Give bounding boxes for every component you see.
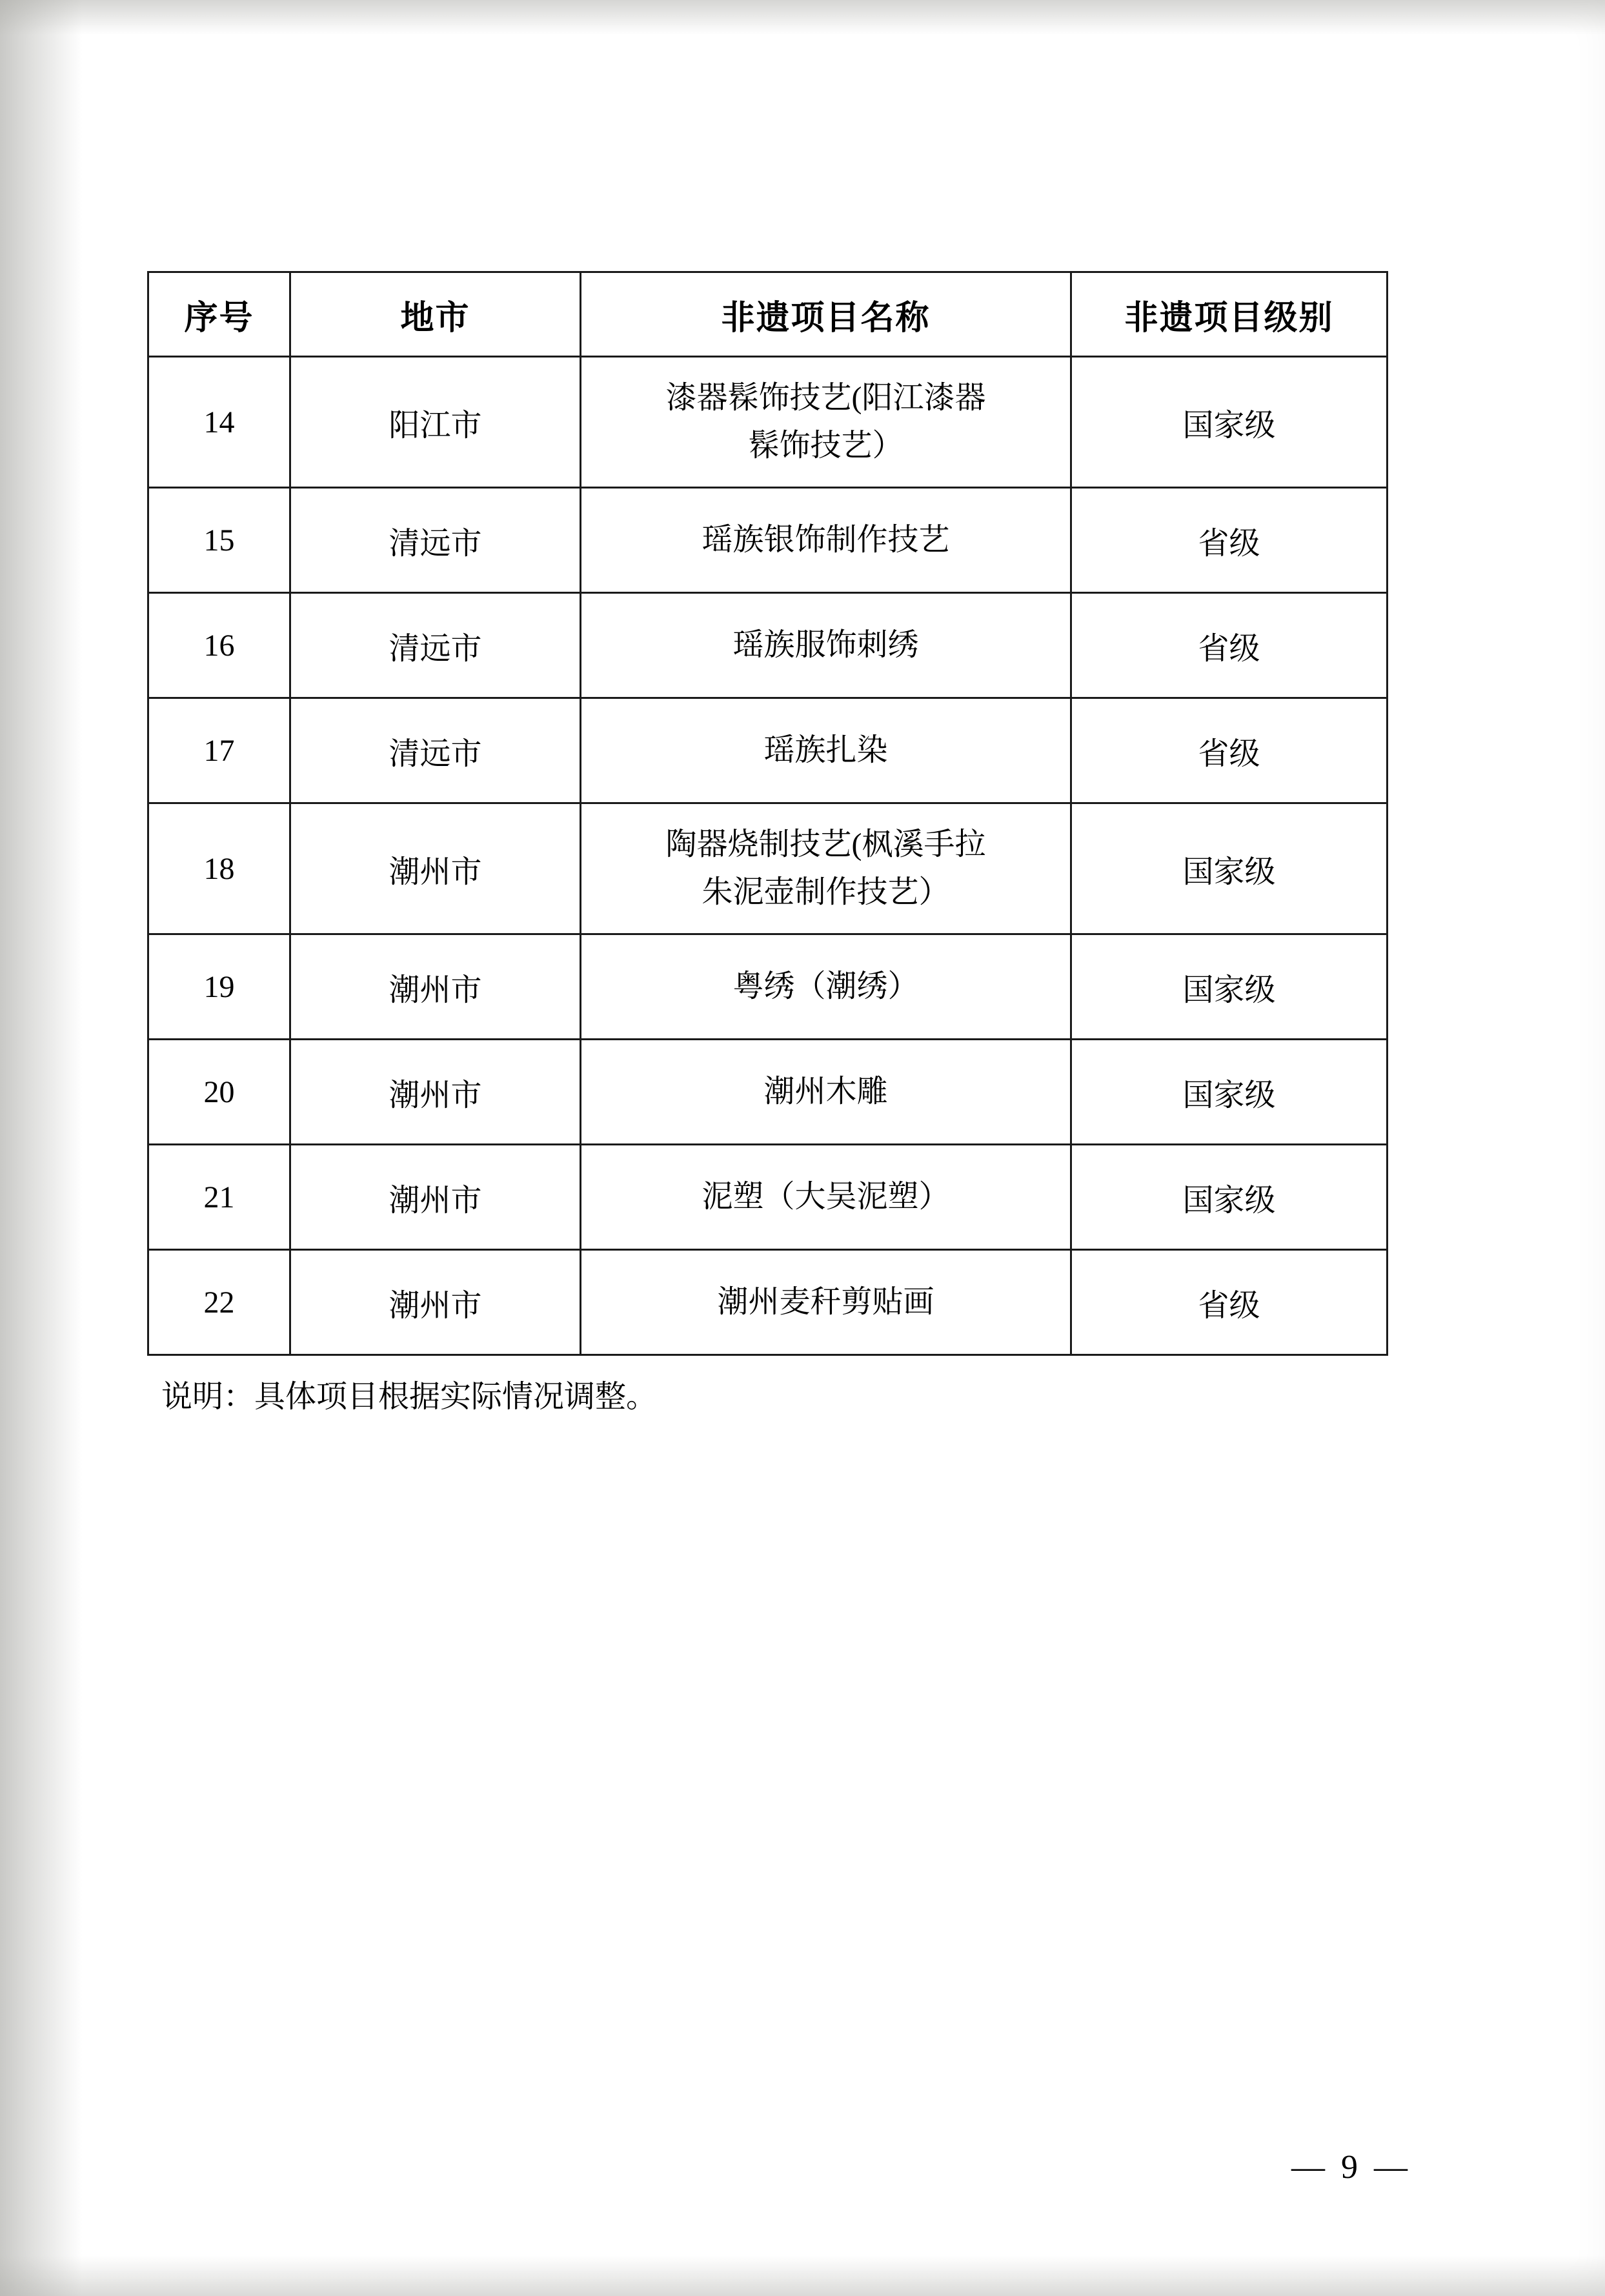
cell-project-name: 潮州麦秆剪贴画 — [581, 1250, 1071, 1355]
table-row — [148, 1040, 1388, 1145]
project-name-line1: 陶器烧制技艺(枫溪手拉 — [665, 827, 986, 861]
page-content — [147, 271, 1393, 1422]
cell-project-level: 国家级 — [1071, 934, 1388, 1040]
cell-no: 15 — [148, 488, 290, 593]
cell-no: 20 — [148, 1040, 290, 1145]
table-row — [148, 593, 1388, 698]
table-row — [148, 1145, 1388, 1250]
column-header-city: 地市 — [290, 272, 581, 357]
cell-city: 清远市 — [290, 593, 581, 698]
cell-no: 19 — [148, 934, 290, 1040]
cell-city: 清远市 — [290, 698, 581, 803]
cell-project-level: 省级 — [1071, 593, 1388, 698]
cell-city: 潮州市 — [290, 1040, 581, 1145]
cell-project-name: 瑶族扎染 — [581, 698, 1071, 803]
cell-project-level: 国家级 — [1071, 1040, 1388, 1145]
cell-city: 潮州市 — [290, 803, 581, 934]
cell-project-level: 省级 — [1071, 488, 1388, 593]
cell-city: 潮州市 — [290, 1145, 581, 1250]
cell-project-name: 瑶族服饰刺绣 — [581, 593, 1071, 698]
scan-edge-left — [0, 0, 97, 2296]
project-name-line2: 髹饰技艺） — [748, 428, 903, 463]
cell-project-level: 省级 — [1071, 698, 1388, 803]
cell-project-name: 潮州木雕 — [581, 1040, 1071, 1145]
cell-project-level: 国家级 — [1071, 1145, 1388, 1250]
cell-city: 阳江市 — [290, 357, 581, 488]
table-row — [148, 1250, 1388, 1355]
table-row — [148, 488, 1388, 593]
project-name-line2: 朱泥壶制作技艺） — [702, 875, 950, 909]
cell-no: 22 — [148, 1250, 290, 1355]
table-row — [148, 934, 1388, 1040]
cell-no: 21 — [148, 1145, 290, 1250]
cell-no: 14 — [148, 357, 290, 488]
column-header-project-name: 非遗项目名称 — [581, 272, 1071, 357]
table-row — [148, 803, 1388, 934]
scan-edge-bottom — [0, 2251, 1605, 2296]
table-note: 说明：具体项目根据实际情况调整。 — [161, 1380, 658, 1414]
cell-city: 潮州市 — [290, 1250, 581, 1355]
cell-city: 清远市 — [290, 488, 581, 593]
table-row — [148, 357, 1388, 488]
project-name-line1: 漆器髹饰技艺(阳江漆器 — [665, 380, 986, 415]
scan-edge-top — [0, 0, 1605, 39]
cell-project-name: 泥塑（大吴泥塑） — [581, 1145, 1071, 1250]
cell-no: 17 — [148, 698, 290, 803]
cell-no: 16 — [148, 593, 290, 698]
column-header-no: 序号 — [148, 272, 290, 357]
cell-project-level: 国家级 — [1071, 357, 1388, 488]
cell-project-name — [581, 357, 1071, 488]
cell-project-name: 粤绣（潮绣） — [581, 934, 1071, 1040]
cell-project-level: 省级 — [1071, 1250, 1388, 1355]
cell-no: 18 — [148, 803, 290, 934]
cell-project-name: 瑶族银饰制作技艺 — [581, 488, 1071, 593]
ich-project-table — [147, 271, 1388, 1356]
column-header-project-level: 非遗项目级别 — [1071, 272, 1388, 357]
cell-project-level: 国家级 — [1071, 803, 1388, 934]
table-header-row — [148, 272, 1388, 357]
page-number: — 9 — — [1291, 2149, 1411, 2186]
cell-project-name — [581, 803, 1071, 934]
cell-city: 潮州市 — [290, 934, 581, 1040]
table-row — [148, 698, 1388, 803]
